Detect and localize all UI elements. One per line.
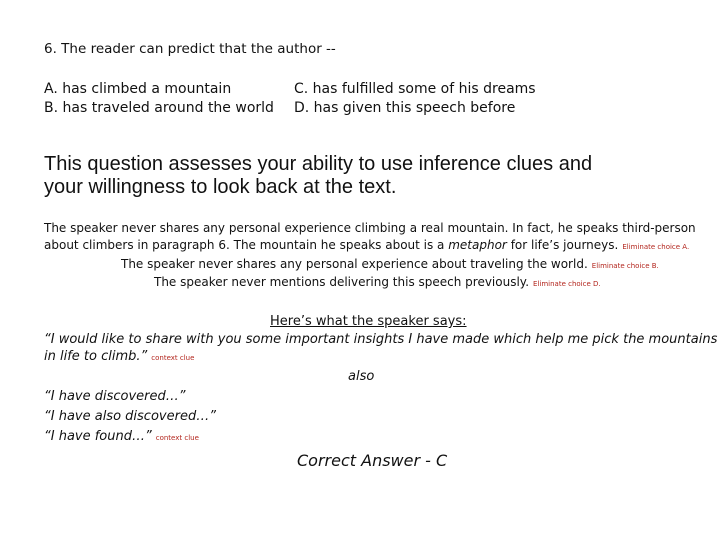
- speaker-quote-discovered: “I have discovered…”: [44, 389, 186, 404]
- context-clue-tag-1: context clue: [151, 354, 195, 362]
- option-d: D. has given this speech before: [294, 100, 516, 116]
- speaker-heading: Here’s what the speaker says:: [270, 314, 467, 329]
- speaker-quote-also-discovered: “I have also discovered…”: [44, 409, 216, 424]
- explanation-travel: The speaker never shares any personal experience about traveling the world.: [121, 257, 588, 271]
- speaker-quote-line-1: “I would like to share with you some important insights I have made which help me pick the mountains: [44, 332, 718, 347]
- speaker-quote-end: in life to climb.”: [44, 349, 148, 364]
- explanation-line-3: [121, 257, 659, 271]
- eliminate-d-tag: Eliminate choice D.: [533, 280, 601, 288]
- option-a: A. has climbed a mountain: [44, 81, 232, 97]
- eliminate-b-tag: Eliminate choice B.: [591, 262, 659, 270]
- eliminate-a-tag: Eliminate choice A.: [622, 243, 690, 251]
- correct-answer: Correct Answer - C: [297, 451, 448, 470]
- question-stem: 6. The reader can predict that the author --: [44, 41, 336, 57]
- explanation-line-2-start: about climbers in paragraph 6. The mountain he speaks about is a: [44, 238, 449, 252]
- speaker-quote-found-line: [44, 429, 199, 444]
- assessment-line-2: your willingness to look back at the text.: [44, 176, 397, 198]
- context-clue-tag-2: context clue: [155, 434, 199, 442]
- explanation-line-2: [44, 238, 689, 252]
- explanation-line-4: [154, 275, 601, 289]
- explanation-line-2-end: for life’s journeys.: [506, 238, 619, 252]
- option-c: C. has fulfilled some of his dreams: [294, 81, 536, 97]
- assessment-line-1: This question assesses your ability to use inference clues and: [44, 153, 593, 175]
- explanation-speech: The speaker never mentions delivering this speech previously.: [154, 275, 530, 289]
- option-b: B. has traveled around the world: [44, 100, 274, 116]
- explanation-line-1: The speaker never shares any personal experience climbing a real mountain. In fact, he speaks third-person: [44, 221, 696, 235]
- speaker-quote-line-2: [44, 349, 194, 364]
- also-label: also: [348, 369, 375, 384]
- speaker-quote-found: “I have found…”: [44, 429, 152, 444]
- metaphor-word: metaphor: [448, 238, 507, 252]
